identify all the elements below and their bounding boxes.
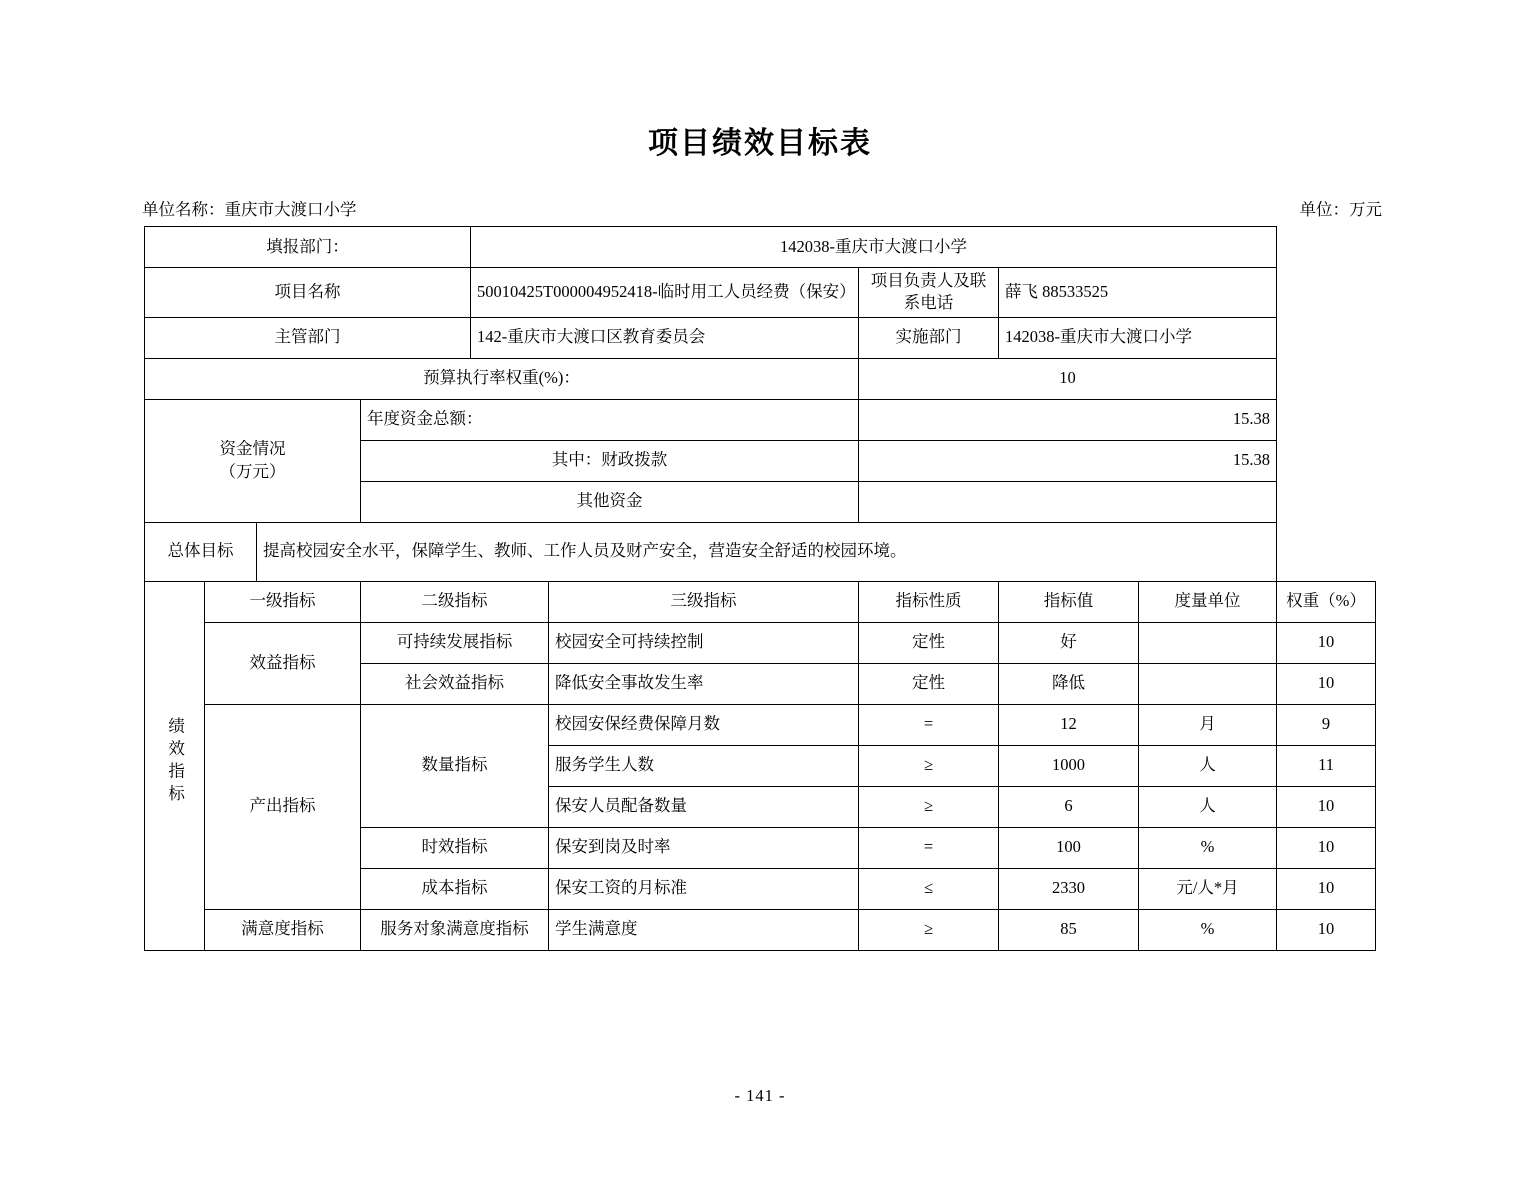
unit-cell: % xyxy=(1139,827,1277,868)
weight-cell: 9 xyxy=(1277,704,1376,745)
level3-cell: 降低安全事故发生率 xyxy=(549,663,859,704)
level1-satisfaction: 满意度指标 xyxy=(205,909,361,950)
budget-rate-label: 预算执行率权重(%)： xyxy=(145,358,859,399)
unit-currency-label: 单位：万元 xyxy=(1299,200,1382,219)
level3-cell: 保安人员配备数量 xyxy=(549,786,859,827)
value-cell: 降低 xyxy=(999,663,1139,704)
value-cell: 好 xyxy=(999,622,1139,663)
unit-cell: % xyxy=(1139,909,1277,950)
table-row-overall-goal xyxy=(145,522,1376,581)
level2-cell: 可持续发展指标 xyxy=(361,622,549,663)
level3-cell: 学生满意度 xyxy=(549,909,859,950)
overall-goal-label: 总体目标 xyxy=(145,522,257,581)
level1-benefit: 效益指标 xyxy=(205,622,361,704)
funds-row-value-1: 15.38 xyxy=(859,440,1277,481)
weight-cell: 10 xyxy=(1277,909,1376,950)
funds-label-line1: 资金情况 xyxy=(219,439,286,459)
report-dept-label: 填报部门： xyxy=(145,227,471,268)
unit-cell: 元/人*月 xyxy=(1139,868,1277,909)
project-owner-value: 薛飞 88533525 xyxy=(999,268,1277,318)
level2-cell: 服务对象满意度指标 xyxy=(361,909,549,950)
table-row-funds-total xyxy=(145,399,1376,440)
weight-cell: 10 xyxy=(1277,663,1376,704)
nature-cell: ≤ xyxy=(859,868,999,909)
weight-cell: 11 xyxy=(1277,745,1376,786)
level3-cell: 保安到岗及时率 xyxy=(549,827,859,868)
budget-rate-value: 10 xyxy=(859,358,1277,399)
table-row xyxy=(145,622,1376,663)
unit-name-label: 单位名称：重庆市大渡口小学 xyxy=(142,200,357,219)
weight-cell: 10 xyxy=(1277,827,1376,868)
level2-cell: 数量指标 xyxy=(361,704,549,827)
unit-cell: 人 xyxy=(1139,786,1277,827)
nature-cell: = xyxy=(859,704,999,745)
level1-output: 产出指标 xyxy=(205,704,361,909)
value-cell: 100 xyxy=(999,827,1139,868)
project-owner-label: 项目负责人及联系电话 xyxy=(859,268,999,318)
column-header-nature: 指标性质 xyxy=(859,581,999,622)
page-footer: - 141 - xyxy=(734,1086,786,1105)
level2-cell: 社会效益指标 xyxy=(361,663,549,704)
weight-cell: 10 xyxy=(1277,622,1376,663)
table-row xyxy=(145,909,1376,950)
level2-cell: 成本指标 xyxy=(361,868,549,909)
funds-row-value-2 xyxy=(859,481,1277,522)
nature-cell: ≥ xyxy=(859,909,999,950)
value-cell: 6 xyxy=(999,786,1139,827)
level2-cell: 时效指标 xyxy=(361,827,549,868)
column-header-level1: 一级指标 xyxy=(205,581,361,622)
funds-label-line2: （万元） xyxy=(219,461,286,481)
implement-dept-value: 142038-重庆市大渡口小学 xyxy=(999,317,1277,358)
level3-cell: 服务学生人数 xyxy=(549,745,859,786)
weight-cell: 10 xyxy=(1277,868,1376,909)
nature-cell: ≥ xyxy=(859,786,999,827)
column-header-weight: 权重（%） xyxy=(1277,581,1376,622)
project-name-value: 50010425T000004952418-临时用工人员经费（保安） xyxy=(471,268,859,318)
value-cell: 2330 xyxy=(999,868,1139,909)
nature-cell: 定性 xyxy=(859,663,999,704)
document-page xyxy=(0,118,1520,1192)
column-header-value: 指标值 xyxy=(999,581,1139,622)
supervisor-dept-label: 主管部门 xyxy=(145,317,471,358)
supervisor-dept-value: 142-重庆市大渡口区教育委员会 xyxy=(471,317,859,358)
table-row-project-name xyxy=(145,268,1376,318)
table-row-budget-rate xyxy=(145,358,1376,399)
table-row xyxy=(145,704,1376,745)
unit-cell xyxy=(1139,663,1277,704)
nature-cell: ≥ xyxy=(859,745,999,786)
indicator-side-label-text: 绩效指标 xyxy=(165,717,185,808)
level3-cell: 保安工资的月标准 xyxy=(549,868,859,909)
page-title: 项目绩效目标表 xyxy=(648,127,872,160)
overall-goal-value: 提高校园安全水平，保障学生、教师、工作人员及财产安全，营造安全舒适的校园环境。 xyxy=(257,522,1277,581)
nature-cell: 定性 xyxy=(859,622,999,663)
funds-label xyxy=(145,399,361,522)
weight-cell: 10 xyxy=(1277,786,1376,827)
funds-row-label-2: 其他资金 xyxy=(361,481,859,522)
column-header-level2: 二级指标 xyxy=(361,581,549,622)
nature-cell: = xyxy=(859,827,999,868)
implement-dept-label: 实施部门 xyxy=(859,317,999,358)
unit-cell: 人 xyxy=(1139,745,1277,786)
level3-cell: 校园安全可持续控制 xyxy=(549,622,859,663)
value-cell: 12 xyxy=(999,704,1139,745)
funds-row-label-0: 年度资金总额： xyxy=(361,399,859,440)
funds-row-label-1: 其中：财政拨款 xyxy=(361,440,859,481)
column-header-unit: 度量单位 xyxy=(1139,581,1277,622)
meta-row xyxy=(142,196,1382,220)
project-name-label: 项目名称 xyxy=(145,268,471,318)
report-dept-value: 142038-重庆市大渡口小学 xyxy=(471,227,1277,268)
unit-cell xyxy=(1139,622,1277,663)
table-row-indicator-header xyxy=(145,581,1376,622)
column-header-level3: 三级指标 xyxy=(549,581,859,622)
unit-cell: 月 xyxy=(1139,704,1277,745)
performance-goal-table xyxy=(144,226,1376,951)
value-cell: 85 xyxy=(999,909,1139,950)
indicator-side-label xyxy=(145,581,205,950)
funds-row-value-0: 15.38 xyxy=(859,399,1277,440)
table-row-report-dept xyxy=(145,227,1376,268)
level3-cell: 校园安保经费保障月数 xyxy=(549,704,859,745)
value-cell: 1000 xyxy=(999,745,1139,786)
table-row-supervisor-dept xyxy=(145,317,1376,358)
